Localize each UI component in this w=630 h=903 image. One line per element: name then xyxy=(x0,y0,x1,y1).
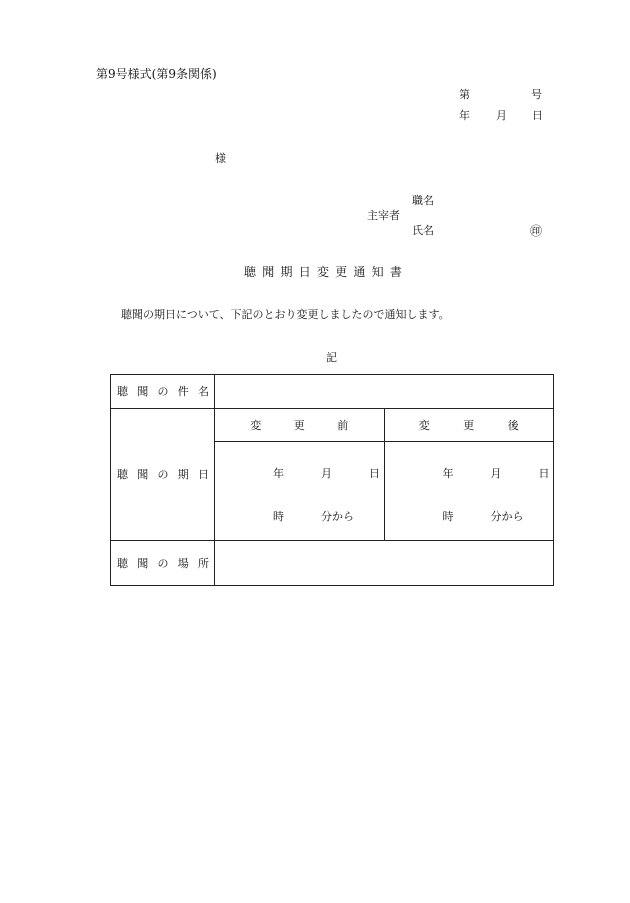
date-label-cell xyxy=(111,409,215,541)
before-year-label: 年 xyxy=(273,467,284,480)
after-change-header xyxy=(384,409,553,442)
title-char: 聴 xyxy=(244,265,257,279)
organizer-label: 主宰者 xyxy=(367,209,400,222)
date-value-cell xyxy=(215,409,554,541)
after-hour-label: 時 xyxy=(442,510,454,523)
before-month-label: 月 xyxy=(321,467,332,480)
before-hour-label: 時 xyxy=(273,510,284,523)
header-char: 更 xyxy=(463,418,475,432)
after-minute-label: 分から xyxy=(490,510,524,523)
place-value-cell[interactable] xyxy=(215,541,554,586)
after-day-label: 日 xyxy=(538,467,550,480)
label-char: 聴 xyxy=(117,468,128,481)
title-char: 日 xyxy=(298,265,311,279)
title-char: 聞 xyxy=(262,265,275,279)
subject-value-cell[interactable] xyxy=(215,375,554,409)
number-prefix: 第 xyxy=(459,88,470,101)
subject-row xyxy=(111,375,554,409)
document-date-line xyxy=(459,110,542,122)
label-char: 聴 xyxy=(117,556,128,570)
after-change-datetime[interactable] xyxy=(384,442,553,541)
header-char: 更 xyxy=(293,418,305,432)
form-number: 第9号様式(第9条関係) xyxy=(96,67,217,81)
label-char: 日 xyxy=(198,468,209,481)
seal-mark: ㊞ xyxy=(530,224,543,238)
header-char: 前 xyxy=(337,418,349,432)
label-char: 件 xyxy=(177,385,189,398)
before-change-header xyxy=(215,409,384,442)
header-char: 後 xyxy=(507,418,519,432)
notice-table xyxy=(110,374,554,586)
label-char: 場 xyxy=(177,556,189,570)
label-char: 聴 xyxy=(117,385,128,398)
sender-title-label: 職名 xyxy=(412,194,434,207)
title-char: 更 xyxy=(335,265,348,279)
label-char: 名 xyxy=(198,385,209,398)
label-char: 所 xyxy=(198,556,209,570)
date-day: 日 xyxy=(532,109,543,122)
sender-name-label: 氏名 xyxy=(412,224,434,237)
title-char: 知 xyxy=(371,265,384,279)
subject-label-cell xyxy=(111,375,215,409)
before-change-datetime[interactable] xyxy=(215,442,384,541)
place-label-cell xyxy=(111,541,215,586)
label-char: 聞 xyxy=(137,385,149,398)
title-char: 通 xyxy=(353,265,366,279)
header-char: 変 xyxy=(418,418,430,432)
before-minute-label: 分から xyxy=(321,510,354,523)
after-year-label: 年 xyxy=(442,467,454,480)
title-char: 期 xyxy=(280,265,293,279)
label-char: の xyxy=(157,468,169,481)
place-row xyxy=(111,541,554,586)
number-suffix: 号 xyxy=(531,88,542,101)
title-char: 変 xyxy=(316,265,329,279)
header-char: 変 xyxy=(250,418,262,432)
date-year: 年 xyxy=(459,109,470,122)
label-char: 聞 xyxy=(137,556,149,570)
document-title xyxy=(244,266,402,278)
body-text: 聴聞の期日について、下記のとおり変更しましたので通知します。 xyxy=(121,308,450,321)
ki-marker: 記 xyxy=(326,351,337,364)
date-change-table xyxy=(215,409,553,540)
document-number-line xyxy=(459,89,542,100)
label-char: 期 xyxy=(177,468,189,481)
addressee-honorific: 様 xyxy=(215,152,226,165)
title-char: 書 xyxy=(389,265,402,279)
before-day-label: 日 xyxy=(369,467,380,480)
date-month: 月 xyxy=(496,109,507,122)
date-row xyxy=(111,409,554,541)
label-char: の xyxy=(157,556,169,570)
label-char: の xyxy=(157,385,169,398)
label-char: 聞 xyxy=(137,468,149,481)
after-month-label: 月 xyxy=(490,467,502,480)
